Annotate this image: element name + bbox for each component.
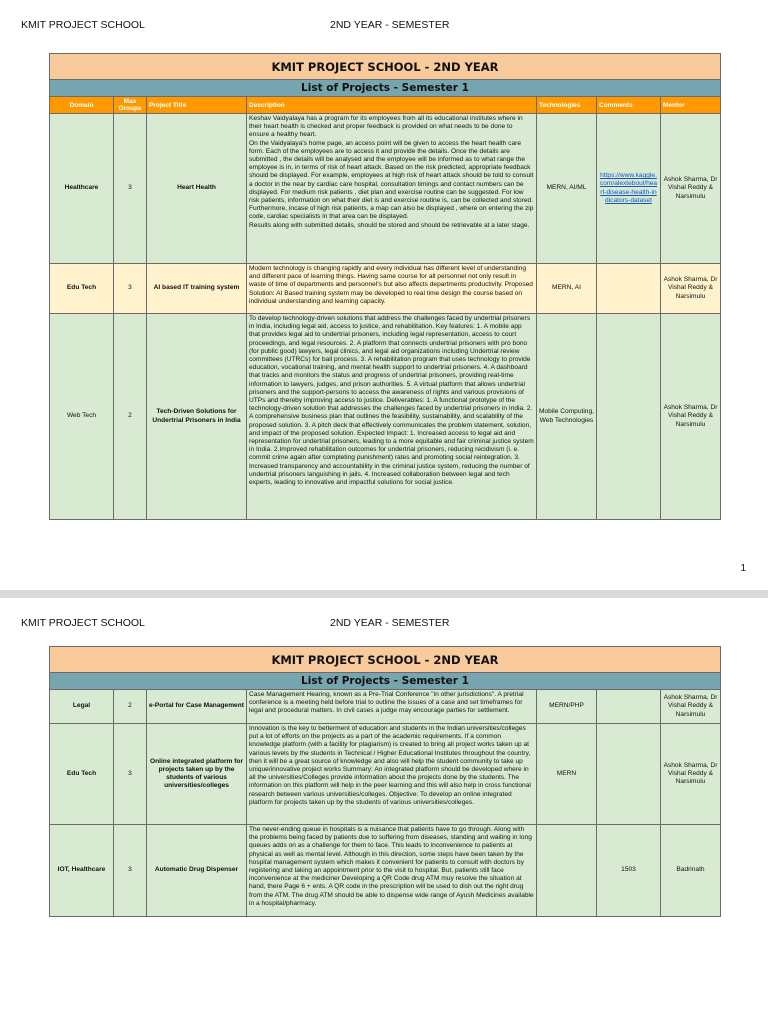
dataset-link[interactable]: https://www.kaggle.com/alexteboul/heart-disease-health-indicators-dataset (599, 172, 658, 204)
cell-description: Modern technology is changing rapidly and every individual has different level of understanding and different pace of learning things. Having same course for all personnel not only result in waste of time of departments and personnel's but also affects departments productivity. Proposed Solution: AI Based training system may be developed to real time design the course based on individual understanding and learning capacity. (247, 264, 537, 314)
table-row (50, 314, 721, 520)
table-row (50, 114, 721, 264)
table-banner: KMIT PROJECT SCHOOL - 2ND YEAR (50, 54, 721, 80)
cell-description: To develop technology-driven solutions that address the challenges faced by undertrial prisoners in India, including legal aid, access to justice, and rehabilitation. Key features: 1. A mobile app that provides legal aid to undertrial prisoners, including legal representation, access to court proceedings, and legal resources. 2. A platform that connects undertrial prisoners with pro bono (for public good) lawyers, legal clinics, and legal aid organizations including Undertrial review committees (UTRCs) for bail process. 3. A rehabilitation program that uses technology to provide education, vocational training, and mental health support to undertrial prisoners. 4. A dashboard that tracks and monitors the status and progress of undertrial prisoners, providing real-time information to lawyers, judges, and prison authorities. 5. A virtual platform that allows undertrial prisoners and the support-persons to access the awareness of rights and various provisions of UTPs and thereby improving access to justice. Deliverables: 1. A functional prototype of the technology-driven solution that addresses the challenges faced by undertrial prisoners in India. 2. A comprehensive business plan that outlines the feasibility, sustainability, and scalability of the proposed solution. 3. A pitch deck that effectively communicates the problem statement, solution, and impact of the proposed solution. Expected Impact: 1. Increased access to legal aid and representation for undertrial prisoners, leading to a more equitable and fair criminal justice system in India. 2.Improved rehabilitation outcomes for undertrial prisoners, reducing recidivism (i. e. commit crime again after completing punishment) rates and promoting social reintegration. 3. Increased transparency and accountability in the criminal justice system, reducing the number of undertrial prisoners languishing in jails. 4. Increased collaboration between legal and tech experts, leading to innovative and impactful solutions for social justice. (247, 314, 537, 520)
cell-comments (597, 724, 661, 825)
description-para: Keshav Vaidyalaya has a program for its employees from all its educational institutes where in their heart health is checked and proper feedback is provided on what needs to be done to ensure a healthy heart. On the Vaidyalaya's home page, an access point will be given to access the heart health care form. Each of the employees are to access it and provide the details. Once the details are submitted , the details will be analysed and the employee will be informed as to what range the employee is in, in terms of risk of heart attack. Based on the risk predicted, appropriate feedback should be displayed. For example, employees at high risk of heart attack should be told to consult a doctor in the near by cardiac care hospital, consultation timings and contact numbers can be displayed. For medium risk patients , diet plan and exercise routine can be suggested. For low risk patients, information on what their diet is and exercise routine is, can be collected and stored. Furthermore, incase of high risk patients, a map can also be displayed , where on entering the zip code, cardiac specialists in that area can be displayed. Results along with submitted details, should be stored and should be retrievable at a later stage. (249, 115, 534, 229)
col-header-domain: Domain (50, 97, 114, 114)
table-subbanner: List of Projects - Semester 1 (50, 673, 721, 690)
projects-table (49, 53, 721, 520)
running-header-center: 2ND YEAR - SEMESTER (330, 617, 450, 629)
cell-max-groups: 3 (114, 724, 147, 825)
table-row (50, 690, 721, 724)
cell-max-groups: 2 (114, 690, 147, 724)
cell-project-title: e-Portal for Case Management (147, 690, 247, 724)
cell-project-title: Tech-Driven Solutions for Undertrial Prisoners in India (147, 314, 247, 520)
table-header-row (50, 97, 721, 114)
cell-mentor: Badrinath (661, 825, 721, 917)
cell-technologies (537, 825, 597, 917)
cell-max-groups: 3 (114, 264, 147, 314)
table-subbanner: List of Projects - Semester 1 (50, 80, 721, 97)
cell-mentor: Ashok Sharma, Dr Vishal Reddy & Narsimulu (661, 724, 721, 825)
cell-description: The never-ending queue in hospitals is a nuisance that patients have to go through. Along with the problems being faced by patients due to suffering from diseases, standing and waiting in long queues adds on as a challenge for them to face. This leads to inconvenience to patients at physical as well as mental level. Although in this direction, some steps have been taken by the hospital management system which makes it convenient for patients to consult with doctors by registering and taking an appointment prior to the visit to hospital. But, patients still face inconvenience at the mediciner Developing a QR Code drug ATM muy resolve the situation at hand, there Page 6 + ents. A QR code in the prescription will be used to dish out the right drug from the ATM. The drug ATM should be able to dispense wide range of Ayush Medicines available in a hospital/pharmacy. (247, 825, 537, 917)
cell-technologies: MERN, AI (537, 264, 597, 314)
cell-max-groups: 3 (114, 114, 147, 264)
running-header-left: KMIT PROJECT SCHOOL (21, 19, 145, 31)
table-row (50, 264, 721, 314)
cell-domain: Edu Tech (50, 264, 114, 314)
col-header-comments: Comments (597, 97, 661, 114)
cell-project-title: Online integrated platform for projects taken up by the students of various universities/colleges (147, 724, 247, 825)
cell-mentor: Ashok Sharma, Dr Vishal Reddy & Narsimulu (661, 264, 721, 314)
col-header-description: Description (247, 97, 537, 114)
cell-mentor: Ashok Sharma, Dr Vishal Reddy & Narsimulu (661, 690, 721, 724)
table-row (50, 825, 721, 917)
cell-domain: Legal (50, 690, 114, 724)
cell-comments: 1503 (597, 825, 661, 917)
cell-max-groups: 2 (114, 314, 147, 520)
cell-mentor: Ashok Sharma, Dr Vishal Reddy & Narsimulu (661, 114, 721, 264)
running-header-left: KMIT PROJECT SCHOOL (21, 617, 145, 629)
cell-comments (597, 690, 661, 724)
cell-domain: Edu Tech (50, 724, 114, 825)
projects-table (49, 646, 721, 917)
cell-technologies: MERN/PHP (537, 690, 597, 724)
projects-table-wrapper (49, 646, 720, 917)
cell-max-groups: 3 (114, 825, 147, 917)
cell-description: Case Management Hearing, known as a Pre-Trial Conference "in other jurisdictions". A pretrial conference is a meeting held before trial to outline the issues of a case and set timeframes for legal and procedural matters. In civil cases a judge may encourage parties for settlement. (247, 690, 537, 724)
table-row (50, 724, 721, 825)
cell-project-title: AI based IT training system (147, 264, 247, 314)
running-header-center: 2ND YEAR - SEMESTER (330, 19, 450, 31)
col-header-mentor: Mentor (661, 97, 721, 114)
cell-domain: IOT, Healthcare (50, 825, 114, 917)
cell-description: Innovation is the key to betterment of education and students in the Indian universities/colleges put a lot of efforts on the projects as a part of the academic requirements. If a common knowledge platform (with a facility for plagiarism) is created to bring all project works taken up at various levels by the students in Technical / Higher Educational Institutes throughout the country, then it will be a great source of knowledge and also will help the student community to take up unique/innovative project works Summary: An integrated platform should be developed where in all the universities/Colleges provide information about the projects done by the students. The information on this platform will help in the peer learning and this will also help in cross functional research between various universities/colleges. Objective: To develop an online integrated platform for projects taken up by the students of various universities/colleges. (247, 724, 537, 825)
cell-comments (597, 264, 661, 314)
cell-technologies: MERN (537, 724, 597, 825)
cell-project-title: Automatic Drug Dispenser (147, 825, 247, 917)
cell-comments (597, 314, 661, 520)
document-page-2 (0, 598, 768, 1024)
col-header-technologies: Technologies (537, 97, 597, 114)
cell-description (247, 114, 537, 264)
cell-domain: Web Tech (50, 314, 114, 520)
cell-mentor: Ashok Sharma, Dr Vishal Reddy & Narsimulu (661, 314, 721, 520)
cell-comments (597, 114, 661, 264)
cell-technologies: Mobile Computing, Web Technologies (537, 314, 597, 520)
col-header-project-title: Project Title (147, 97, 247, 114)
table-banner: KMIT PROJECT SCHOOL - 2ND YEAR (50, 647, 721, 673)
cell-technologies: MERN, AI/ML (537, 114, 597, 264)
projects-table-wrapper (49, 53, 720, 520)
cell-project-title: Heart Health (147, 114, 247, 264)
cell-domain: Healthcare (50, 114, 114, 264)
col-header-max-groups: Max Groups (114, 97, 147, 114)
page-number: 1 (740, 563, 746, 574)
